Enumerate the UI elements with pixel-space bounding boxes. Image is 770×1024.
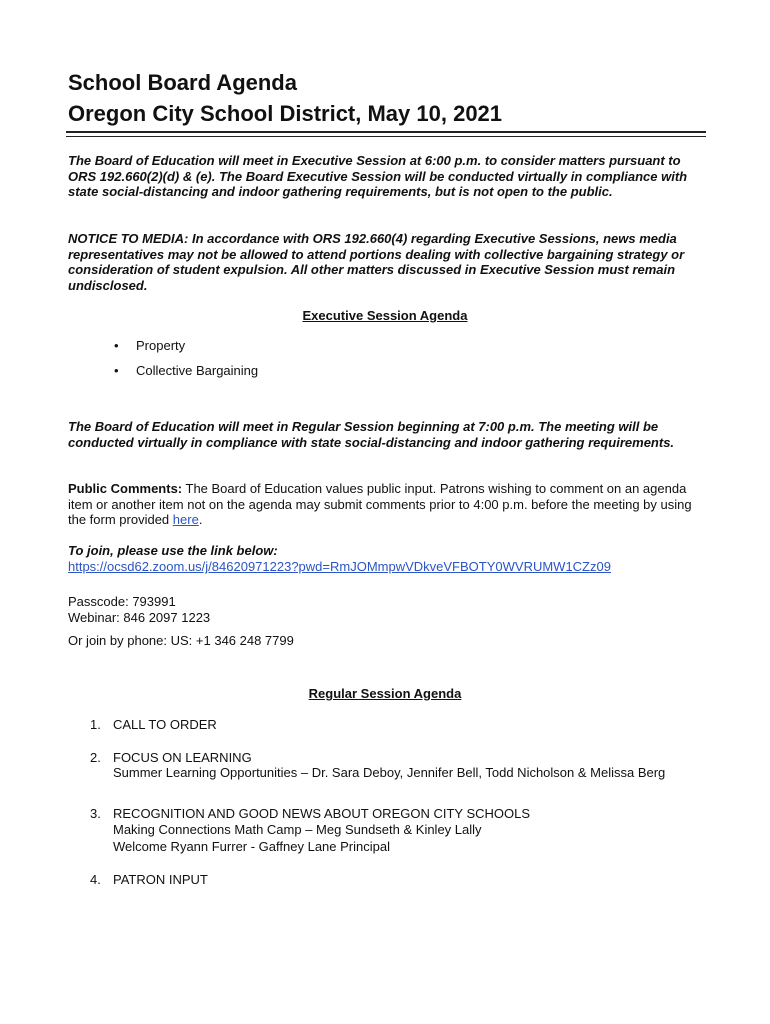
- bullet-icon: •: [114, 363, 119, 378]
- agenda-item-detail: Making Connections Math Camp – Meg Sundseth & Kinley Lally: [113, 822, 482, 837]
- comment-form-link[interactable]: here: [172, 512, 199, 527]
- media-notice: NOTICE TO MEDIA: In accordance with ORS 192.660(4) regarding Executive Sessions, news media representatives may not be allowed to attend portions dealing with collective bargaining strategy or consideration of student expulsion. All other matters discussed in Executive Session must remain undisclosed.: [68, 231, 685, 293]
- agenda-item-detail: Welcome Ryann Furrer - Gaffney Lane Principal: [113, 839, 390, 854]
- agenda-item-detail: Summer Learning Opportunities – Dr. Sara Deboy, Jennifer Bell, Todd Nicholson & Melissa Berg: [113, 765, 666, 780]
- document-title: School Board Agenda: [68, 70, 297, 95]
- zoom-meeting-link[interactable]: https://ocsd62.zoom.us/j/84620971223?pwd=RmJOMmpwVDkveVFBOTY0WVRUMW1CZz09: [68, 559, 611, 574]
- join-label: To join, please use the link below:: [68, 543, 278, 558]
- document-subtitle: Oregon City School District, May 10, 2021: [68, 101, 503, 126]
- executive-item-collective-bargaining: Collective Bargaining: [136, 363, 259, 378]
- agenda-item-number: 4.: [90, 872, 101, 887]
- phone-dial-in: Or join by phone: US: +1 346 248 7799: [68, 633, 294, 648]
- public-comments-paragraph: [68, 481, 708, 528]
- agenda-item-title: RECOGNITION AND GOOD NEWS ABOUT OREGON CITY SCHOOLS: [113, 806, 531, 821]
- public-comments-end: .: [198, 512, 203, 527]
- agenda-item-title: CALL TO ORDER: [113, 717, 217, 732]
- zoom-link-line: [68, 559, 611, 574]
- agenda-item-number: 2.: [90, 750, 101, 765]
- passcode: Passcode: 793991: [68, 594, 176, 609]
- regular-session-notice: The Board of Education will meet in Regular Session beginning at 7:00 p.m. The meeting will be conducted virtually in compliance with state social-distancing and indoor gathering requirements.: [68, 419, 675, 450]
- webinar-id: Webinar: 846 2097 1223: [68, 610, 211, 625]
- agenda-item-number: 3.: [90, 806, 101, 821]
- public-comments-text: The Board of Education values public input. Patrons wishing to comment on an agenda item or another item not on the agenda may submit comments prior to 4:00 p.m. before the meeting by using the form provided: [68, 481, 692, 527]
- regular-agenda-heading: Regular Session Agenda: [308, 686, 462, 701]
- title-divider-thick: [66, 131, 706, 133]
- executive-item-property: Property: [136, 338, 186, 353]
- title-divider-thin: [66, 136, 706, 137]
- executive-session-notice: The Board of Education will meet in Executive Session at 6:00 p.m. to consider matters pursuant to ORS 192.660(2)(d) & (e). The Board Executive Session will be conducted virtually in compliance with state social-distancing and indoor gathering requirements, but is not open to the public.: [68, 153, 688, 199]
- agenda-item-number: 1.: [90, 717, 101, 732]
- agenda-item-title: FOCUS ON LEARNING: [113, 750, 252, 765]
- executive-agenda-heading: Executive Session Agenda: [302, 308, 468, 323]
- agenda-item-title: PATRON INPUT: [113, 872, 208, 887]
- public-comments-label: Public Comments:: [68, 481, 183, 496]
- bullet-icon: •: [114, 338, 119, 353]
